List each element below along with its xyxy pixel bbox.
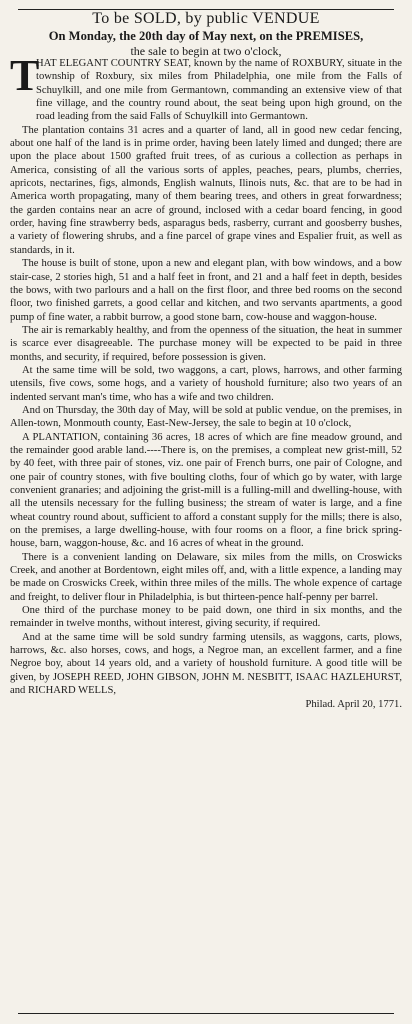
bottom-rule bbox=[18, 1013, 394, 1014]
intro-paragraph bbox=[10, 57, 402, 124]
paragraph-thursday: And on Thursday, the 30th day of May, will be sold at public vendue, on the premises, in Allen-town, Monmouth county, East-New-Jersey, the sale to begin at 10 o'clock, bbox=[10, 404, 402, 430]
paragraph-plantation: The plantation contains 31 acres and a quarter of land, all in good new cedar fencing, about one half of the land is in prime order, having been lately limed and dunged; there are upon the place about 1500 grafted fruit trees, of as curious a collection as perhaps in America, consisting of all the various sorts of apples, peaches, pears, plumbs, cherries, apricots, nectarines, figs, almonds, English walnuts, Ilinois nuts, &c. that are to be had in America worth propagating, many of them bearing trees, and others in great forwardness; the garden contains near an acre of ground, inclosed with a cedar board fencing, in good order, having fine strawberry beds, asparagus beds, rasberry, currant and goosberry bushes, a variety of flowering shrubs, and a fine parcel of grape vines and Espalier fruit, as well as standards, in it. bbox=[10, 124, 402, 256]
advert-title: To be SOLD, by public VENDUE bbox=[92, 10, 320, 27]
drop-cap: T bbox=[10, 51, 40, 100]
sale-time-line: the sale to begin at two o'clock, bbox=[130, 44, 282, 58]
intro-text: HAT ELEGANT COUNTRY SEAT, known by the name of ROXBURY, situate in the township of Roxbury, six miles from Philadelphia, one mile from the Falls of Schuylkill, and one mile from Germantown, commanding an extensive view of that fine village, and the country round about, the seat being upon high ground, on the road leading from the said Falls of Schuylkill into Germantown. bbox=[36, 58, 402, 123]
cropped-bottom-text bbox=[10, 1015, 402, 1024]
paragraph-utensils: And at the same time will be sold sundry farming utensils, as waggons, carts, plows, harrows, &c. also horses, cows, and hogs, a Negroe man, an excellent farmer, and a fine Negroe boy, about 14 years old, and a variety of houshold furniture. A good title will be given, by JOSEPH REED, JOHN GIBSON, JOHN M. NESBITT, ISAAC HAZLEHURST, and RICHARD WELLS, bbox=[10, 631, 402, 697]
paragraph-house: The house is built of stone, upon a new and elegant plan, with bow windows, and a bow stair-case, 2 stories high, 51 and a half feet in front, and 21 and a half feet in depth, besides the bows, with two parlours and a hall on the first floor, and three bed rooms on the second floor, two finished garrets, a good cellar and kitchen, and two servants apartments, a good pump of fine water, a rabbit burrow, a good stone barn, cow-house and waggon-house. bbox=[10, 258, 402, 323]
paragraph-terms: One third of the purchase money to be paid down, one third in six months, and the remainder in twelve months, without interest, giving security, if required. bbox=[10, 605, 402, 630]
paragraph-waggons: At the same time will be sold, two waggons, a cart, plows, harrows, and other farming utensils, five cows, some hogs, and a variety of houshold furniture; also two years of an indented servant man's time, who has a wife and two children. bbox=[10, 364, 402, 403]
paragraph-mill-plantation: A PLANTATION, containing 36 acres, 18 acres of which are fine meadow ground, and the remainder good arable land.----There is, on the premises, a compleat new grist-mill, 52 by 40 feet, with three pair of stones, viz. one pair of French burrs, one pair of Cologne, and one pair of country stones, with five boulting cloths, four of which go by water, with large convenient granaries; and adjoining the grist-mill is a fulling-mill and dwelling-house, with all the utensils necessary for the fulling business; the stream of water is large, and a fine wheat country round about, sufficient to afford a constant supply for the mills; there is also, on the premises, a large dwelling-house, with four rooms on a floor, a fine brick spring-house, barn, waggon-house, &c. and 16 acres of wheat in the ground. bbox=[10, 431, 402, 550]
sale-date-line: On Monday, the 20th day of May next, on the PREMISES, bbox=[48, 29, 364, 43]
paragraph-landing: There is a convenient landing on Delaware, six miles from the mills, on Croswicks Creek, and another at Bordentown, eight miles off, and, with a little expence, a landing may be made on Croswicks Creek, within three miles of the mills. The whole expence of cartage and freight, to deliver flour in Philadelphia, is but thirteen-pence half-penny per barrel. bbox=[10, 551, 402, 603]
dateline: Philad. April 20, 1771. bbox=[305, 698, 402, 710]
paragraph-air: The air is remarkably healthy, and from the openness of the situation, the heat in summer is scarce ever disagreeable. The purchase money will be expected to be paid in three months, and security, if required, before possession is given. bbox=[10, 324, 402, 363]
cropped-top-text bbox=[10, 0, 402, 9]
advert-body bbox=[10, 57, 402, 711]
